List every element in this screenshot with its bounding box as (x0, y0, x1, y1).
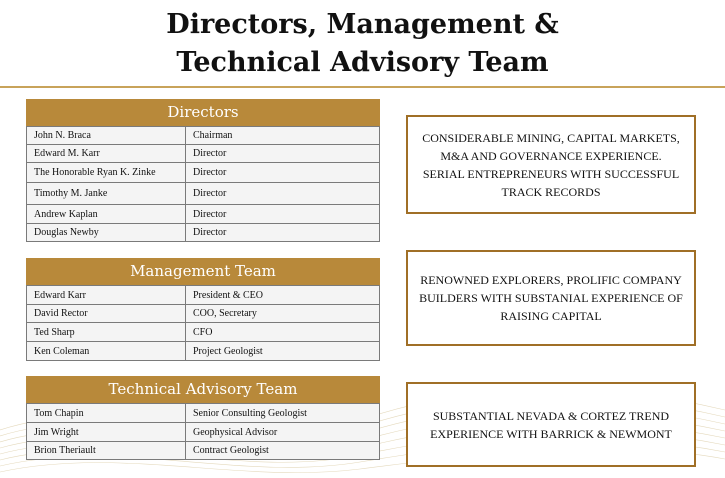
table-row (27, 163, 380, 183)
title-line-1: Directors, Management & (166, 9, 559, 40)
advisory-panel (26, 376, 380, 460)
member-role: Senior Consulting Geologist (186, 404, 380, 423)
member-name: Brion Theriault (27, 442, 186, 460)
table-row (27, 404, 380, 423)
member-name: Andrew Kaplan (27, 205, 186, 224)
title-divider (0, 86, 725, 88)
member-role: Director (186, 163, 380, 183)
table-row (27, 305, 380, 323)
directors-header: Directors (26, 99, 380, 126)
table-row (27, 224, 380, 242)
member-role: Director (186, 183, 380, 205)
member-role: Director (186, 205, 380, 224)
member-name: Douglas Newby (27, 224, 186, 242)
advisory-header: Technical Advisory Team (26, 376, 380, 403)
member-role: Contract Geologist (186, 442, 380, 460)
table-row (27, 286, 380, 305)
member-name: David Rector (27, 305, 186, 323)
member-role: Geophysical Advisor (186, 423, 380, 442)
member-name: Jim Wright (27, 423, 186, 442)
management-header: Management Team (26, 258, 380, 285)
table-row (27, 205, 380, 224)
member-name: Tom Chapin (27, 404, 186, 423)
member-role: Director (186, 224, 380, 242)
member-name: Ken Coleman (27, 342, 186, 361)
member-name: Timothy M. Janke (27, 183, 186, 205)
member-name: Edward Karr (27, 286, 186, 305)
member-role: CFO (186, 323, 380, 342)
member-role: Chairman (186, 127, 380, 145)
member-name: The Honorable Ryan K. Zinke (27, 163, 186, 183)
advisory-table (26, 403, 380, 460)
directors-description: CONSIDERABLE MINING, CAPITAL MARKETS, M&A AND GOVERNANCE EXPERIENCE. SERIAL ENTREPRENEURS WITH SUCCESSFUL TRACK RECORDS (406, 115, 696, 214)
member-name: Ted Sharp (27, 323, 186, 342)
table-row (27, 127, 380, 145)
page-title (0, 6, 725, 82)
management-description: RENOWNED EXPLORERS, PROLIFIC COMPANY BUILDERS WITH SUBSTANIAL EXPERIENCE OF RAISING CAPITAL (406, 250, 696, 346)
table-row (27, 145, 380, 163)
member-role: Project Geologist (186, 342, 380, 361)
table-row (27, 342, 380, 361)
advisory-description: SUBSTANTIAL NEVADA & CORTEZ TREND EXPERIENCE WITH BARRICK & NEWMONT (406, 382, 696, 467)
member-name: Edward M. Karr (27, 145, 186, 163)
management-panel (26, 258, 380, 361)
member-name: John N. Braca (27, 127, 186, 145)
table-row (27, 183, 380, 205)
table-row (27, 442, 380, 460)
table-row (27, 423, 380, 442)
member-role: Director (186, 145, 380, 163)
management-table (26, 285, 380, 361)
directors-table (26, 126, 380, 242)
member-role: President & CEO (186, 286, 380, 305)
title-line-2: Technical Advisory Team (176, 47, 549, 78)
directors-panel (26, 99, 380, 242)
member-role: COO, Secretary (186, 305, 380, 323)
table-row (27, 323, 380, 342)
